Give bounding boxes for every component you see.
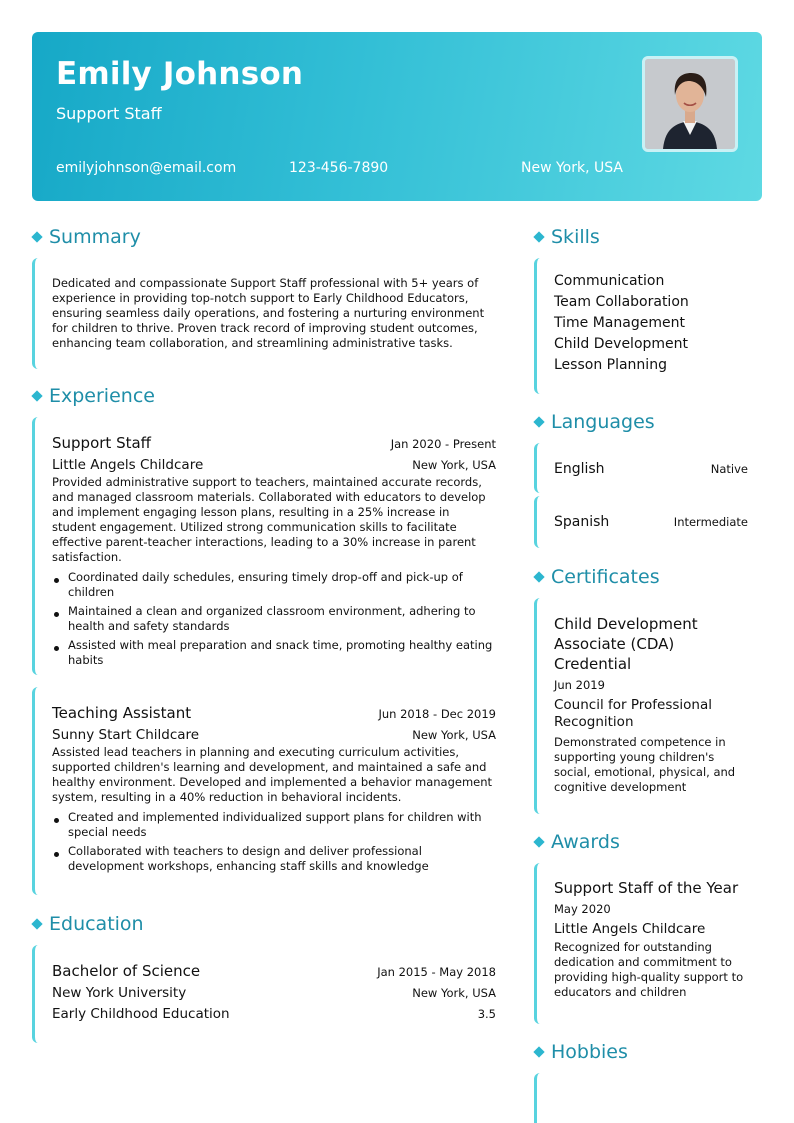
gpa: 3.5 (477, 1007, 496, 1021)
education-heading: Education (30, 911, 496, 937)
contact-email[interactable]: emilyjohnson@email.com (56, 160, 237, 176)
job-dates: Jun 2018 - Dec 2019 (378, 707, 496, 721)
list-item: Created and implemented individualized support plans for children with special needs (52, 810, 496, 840)
language-item (532, 443, 748, 493)
job-description: Assisted lead teachers in planning and executing curriculum activities, supported children's learning and development, and maintained a safe and healthy environment. Developed and implemented a behavior management system, resulting in a 40% reduction in behavioral incidents. (52, 745, 493, 804)
degree: Bachelor of Science (52, 962, 201, 980)
certificate-description: Demonstrated competence in supporting young children's social, emotional, physical, and cognitive development (554, 735, 736, 794)
job-title: Support Staff (52, 434, 151, 452)
diamond-bullet-icon (533, 836, 544, 847)
education-dates: Jan 2015 - May 2018 (377, 965, 496, 979)
certificate-issuer: Council for Professional Recognition (554, 697, 712, 730)
candidate-role: Support Staff (56, 104, 162, 123)
language-name: English (554, 461, 605, 477)
job-bullets (52, 570, 496, 668)
award-name: Support Staff of the Year (554, 879, 739, 897)
diamond-bullet-icon (31, 918, 42, 929)
job-company: Sunny Start Childcare (52, 727, 200, 743)
diamond-bullet-icon (533, 1046, 544, 1057)
award-description: Recognized for outstanding dedication and commitment to providing high-quality support to educators and children (554, 940, 744, 999)
language-level: Native (710, 462, 748, 476)
job-company: Little Angels Childcare (52, 457, 204, 473)
list-item: Collaborated with teachers to design and deliver professional development workshops, enhancing staff skills and knowledge (52, 844, 496, 874)
job-title: Teaching Assistant (52, 704, 192, 722)
skill-item: Child Development (554, 336, 689, 352)
certificates-heading: Certificates (532, 564, 748, 590)
diamond-bullet-icon (533, 231, 544, 242)
job-location: New York, USA (412, 728, 496, 742)
resume-header (32, 32, 762, 201)
experience-item (30, 417, 496, 675)
skill-item: Communication (554, 273, 665, 289)
languages-heading: Languages (532, 409, 748, 435)
right-column (532, 224, 748, 1123)
skill-item: Team Collaboration (554, 294, 689, 310)
certificate-block (532, 598, 748, 814)
skill-item: Lesson Planning (554, 357, 667, 373)
certificate-date: Jun 2019 (554, 678, 605, 692)
candidate-name: Emily Johnson (56, 56, 304, 92)
job-bullets (52, 810, 496, 874)
list-item: Coordinated daily schedules, ensuring timely drop-off and pick-up of children (52, 570, 496, 600)
award-issuer: Little Angels Childcare (554, 921, 706, 937)
person-portrait-icon (645, 59, 735, 149)
diamond-bullet-icon (31, 390, 42, 401)
certificate-name: Child Development Associate (CDA) Credential (554, 615, 698, 673)
diamond-bullet-icon (533, 571, 544, 582)
list-item: Assisted with meal preparation and snack time, promoting healthy eating habits (52, 638, 496, 668)
left-column (30, 224, 496, 1043)
skill-item: Time Management (554, 315, 685, 331)
job-dates: Jan 2020 - Present (390, 437, 496, 451)
education-block (30, 945, 496, 1043)
summary-heading: Summary (30, 224, 496, 250)
language-level: Intermediate (673, 515, 748, 529)
awards-heading: Awards (532, 829, 748, 855)
school-location: New York, USA (412, 986, 496, 1000)
contact-location: New York, USA (521, 160, 623, 176)
diamond-bullet-icon (31, 231, 42, 242)
school: New York University (52, 985, 187, 1001)
summary-block (30, 258, 496, 369)
language-name: Spanish (554, 514, 610, 530)
experience-item (30, 687, 496, 895)
award-block (532, 863, 748, 1024)
field-of-study: Early Childhood Education (52, 1006, 230, 1022)
experience-heading: Experience (30, 383, 496, 409)
skills-heading: Skills (532, 224, 748, 250)
contact-phone[interactable]: 123-456-7890 (289, 160, 389, 176)
skills-block (532, 258, 748, 394)
profile-photo (642, 56, 738, 152)
diamond-bullet-icon (533, 416, 544, 427)
hobbies-block (532, 1073, 748, 1123)
job-description: Provided administrative support to teachers, maintained accurate records, and managed classroom materials. Collaborated with educators to develop and implement engaging lesson plans, resulting in a 25% increase in student engagement. Utilized strong communication skills to facilitate effective parent-teacher interactions, leading to a 30% increase in parent satisfaction. (52, 475, 486, 564)
award-date: May 2020 (554, 902, 611, 916)
list-item: Maintained a clean and organized classroom environment, adhering to health and safety standards (52, 604, 496, 634)
hobbies-heading: Hobbies (532, 1039, 748, 1065)
language-item (532, 496, 748, 548)
job-location: New York, USA (412, 458, 496, 472)
summary-text: Dedicated and compassionate Support Staff professional with 5+ years of experience in providing top-notch support to Early Childhood Educators, ensuring seamless daily operations, and fostering a nurturing environment for children to thrive. Proven track record of improving student outcomes, enhancing team collaboration, and streamlining administrative tasks. (52, 276, 485, 350)
